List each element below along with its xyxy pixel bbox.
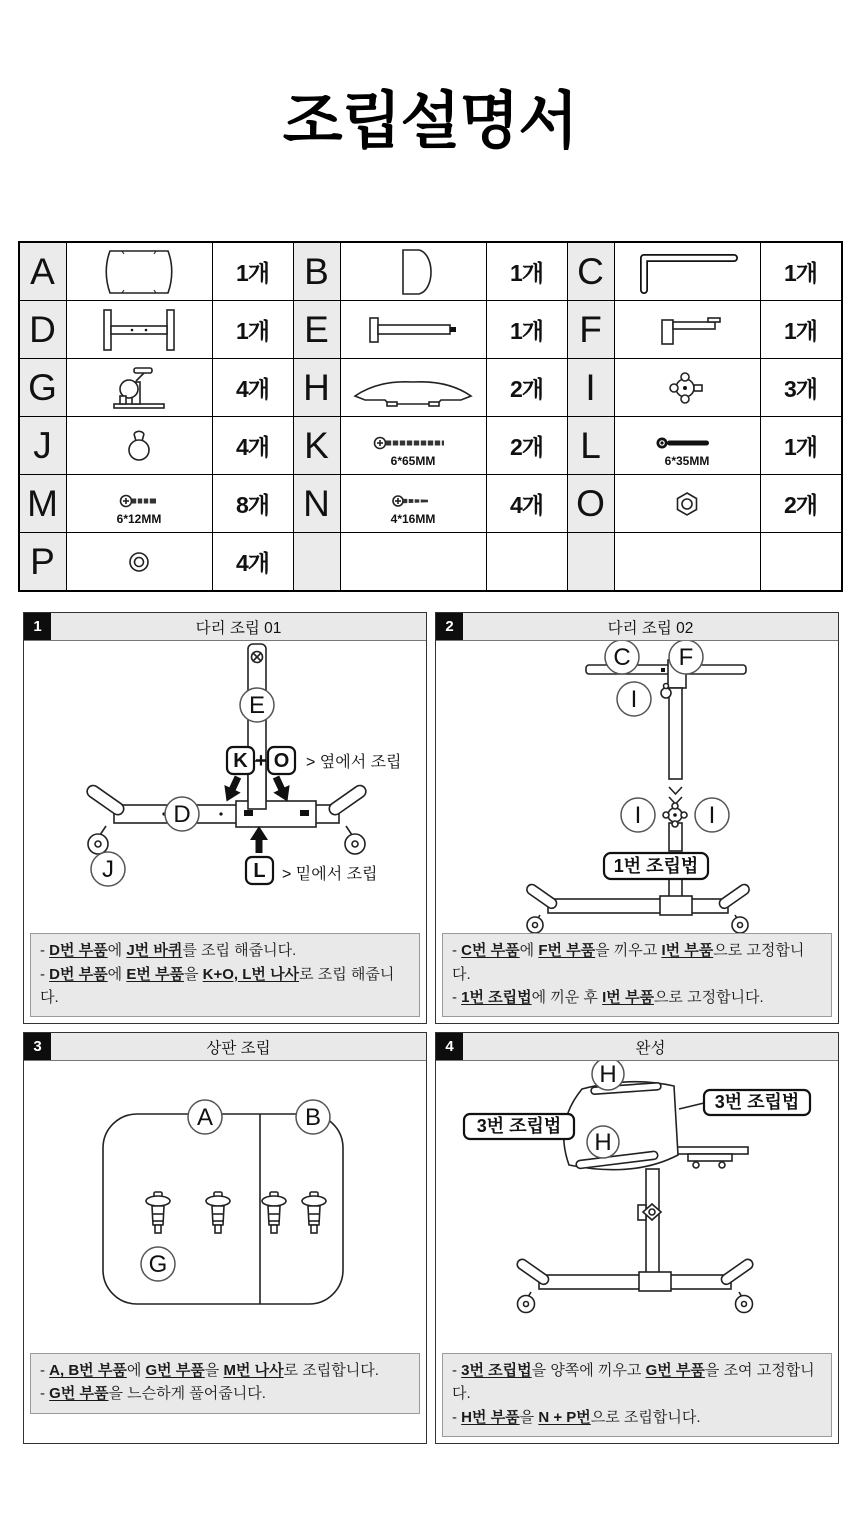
part-letter: H: [293, 359, 340, 417]
part-label-c: C: [613, 644, 631, 672]
section-header: [24, 1033, 426, 1061]
part-icon-cell: [340, 359, 486, 417]
part-label-l: L: [253, 860, 266, 883]
part-label-k: K: [233, 750, 248, 773]
nut-o-icon: [622, 478, 752, 530]
table-row: [19, 533, 842, 592]
note-line: - C번 부품에 F번 부품을 끼우고 I번 부품으로 고정합니다.: [452, 942, 805, 983]
part-letter: L: [567, 417, 614, 475]
part-icon-cell: [614, 359, 760, 417]
washer-p-icon: [74, 536, 204, 588]
section-notes: [30, 933, 420, 1017]
part-label-h-top: H: [599, 1061, 617, 1089]
part-label-f: F: [678, 644, 694, 672]
method-1-label: 1번 조립법: [613, 856, 699, 877]
part-qty: 2개: [486, 417, 567, 475]
part-letter: G: [19, 359, 67, 417]
parts-table: [18, 241, 843, 592]
bottom-assembly-note: > 밑에서 조립: [282, 866, 378, 884]
bracket-f-icon: [622, 304, 752, 356]
empty-cell: [486, 533, 567, 592]
part-label-e: E: [248, 692, 266, 720]
empty-letter-cell: [293, 533, 340, 592]
empty-letter-cell: [567, 533, 614, 592]
plus-sign: +: [255, 750, 267, 773]
part-letter: F: [567, 301, 614, 359]
part-qty: 4개: [212, 417, 293, 475]
clamp-g-icon: [74, 362, 204, 414]
section-diagram: [24, 1061, 426, 1353]
part-qty: 2개: [486, 359, 567, 417]
part-icon-cell: [66, 475, 212, 533]
note-line: - D번 부품에 E번 부품을 K+O, L번 나사로 조립 해줍니다.: [40, 965, 395, 1006]
section-title: 다리 조립 02: [463, 613, 838, 640]
part-icon-cell: [340, 242, 486, 301]
part-letter: I: [567, 359, 614, 417]
part-letter: C: [567, 242, 614, 301]
note-line: - D번 부품에 J번 바퀴를 조립 해줍니다.: [40, 942, 297, 960]
part-letter: E: [293, 301, 340, 359]
part-qty: 4개: [212, 533, 293, 592]
part-icon-cell: [614, 242, 760, 301]
tabletop-b-icon: [348, 246, 478, 298]
rod-e-icon: [348, 304, 478, 356]
part-letter: O: [567, 475, 614, 533]
part-icon-cell: [66, 359, 212, 417]
method-3-label-right: 3번 조립법: [714, 1092, 800, 1113]
section-diagram: [436, 1061, 838, 1353]
support-h-icon: [343, 362, 483, 414]
section-number: 4: [436, 1033, 463, 1060]
wing-knob-i-icon: [622, 362, 752, 414]
table-row: [19, 301, 842, 359]
section-title: 다리 조립 01: [51, 613, 426, 640]
base-frame-d-icon: [74, 304, 204, 356]
section-header: [436, 613, 838, 641]
part-label-d: D: [173, 801, 191, 829]
part-icon-cell: [66, 301, 212, 359]
note-line: - H번 부품을 N + P번으로 조립합니다.: [452, 1408, 701, 1426]
section-diagram: [24, 641, 426, 933]
part-qty: 1개: [760, 242, 842, 301]
section-header: [436, 1033, 838, 1061]
screw-size-label: 6*65MM: [390, 453, 436, 468]
page-title: 조립설명서: [282, 87, 578, 156]
section-header: [24, 613, 426, 641]
part-letter: K: [293, 417, 340, 475]
part-qty: 4개: [486, 475, 567, 533]
empty-cell: [340, 533, 486, 592]
caster-j-icon: [74, 420, 204, 472]
table-row: [19, 475, 842, 533]
section-number: 2: [436, 613, 463, 640]
part-label-i-right: I: [708, 802, 716, 830]
part-qty: 4개: [212, 359, 293, 417]
screw-size-label: 6*12MM: [116, 511, 162, 526]
part-qty: 3개: [760, 359, 842, 417]
part-letter: P: [19, 533, 67, 592]
leg-assembly-01-diagram: [24, 641, 426, 933]
part-label-h-bottom: H: [594, 1129, 612, 1157]
note-line: - 3번 조립법을 양쪽에 끼우고 G번 부품을 조여 고정합니다.: [452, 1362, 815, 1403]
section-title: 완성: [463, 1033, 838, 1060]
section-title: 상판 조립: [51, 1033, 426, 1060]
part-icon-cell: [614, 475, 760, 533]
part-letter: D: [19, 301, 67, 359]
part-qty: 1개: [760, 417, 842, 475]
part-icon-cell: [614, 301, 760, 359]
part-label-a: A: [196, 1104, 214, 1132]
part-letter: M: [19, 475, 67, 533]
part-icon-cell: [340, 301, 486, 359]
leg-assembly-02-diagram: [436, 641, 838, 933]
part-label-b: B: [304, 1104, 322, 1132]
section-leg-assembly-01: [23, 612, 427, 1024]
part-letter: A: [19, 242, 67, 301]
section-number: 1: [24, 613, 51, 640]
part-qty: 1개: [486, 242, 567, 301]
part-qty: 8개: [212, 475, 293, 533]
part-icon-cell: [340, 417, 486, 475]
empty-cell: [760, 533, 842, 592]
part-label-i-left: I: [634, 802, 642, 830]
screw-size-label: 4*16MM: [390, 511, 436, 526]
part-qty: 1개: [212, 301, 293, 359]
part-icon-cell: [340, 475, 486, 533]
side-assembly-note: > 옆에서 조립: [306, 754, 402, 772]
screw-size-label: 6*35MM: [664, 453, 710, 468]
top-plate-diagram: [24, 1061, 426, 1353]
part-letter: B: [293, 242, 340, 301]
section-notes: [30, 1353, 420, 1414]
part-icon-cell: [66, 242, 212, 301]
part-qty: 1개: [760, 301, 842, 359]
section-leg-assembly-02: [435, 612, 839, 1024]
part-label-j: J: [102, 856, 114, 884]
part-label-g: G: [148, 1251, 168, 1279]
completed-desk-diagram: [436, 1061, 838, 1353]
note-line: - 1번 조립법에 끼운 후 I번 부품으로 고정합니다.: [452, 988, 764, 1006]
table-row: [19, 359, 842, 417]
part-icon-cell: [66, 417, 212, 475]
section-diagram: [436, 641, 838, 933]
section-notes: [442, 1353, 832, 1437]
part-letter: N: [293, 475, 340, 533]
part-letter: J: [19, 417, 67, 475]
l-frame-c-icon: [622, 246, 752, 298]
note-line: - G번 부품을 느슨하게 풀어줍니다.: [40, 1385, 266, 1403]
table-row: [19, 417, 842, 475]
note-line: - A, B번 부품에 G번 부품을 M번 나사로 조립합니다.: [40, 1362, 379, 1380]
part-qty: 2개: [760, 475, 842, 533]
part-qty: 1개: [212, 242, 293, 301]
part-label-i-top: I: [630, 686, 638, 714]
method-3-label-left: 3번 조립법: [476, 1116, 562, 1137]
tabletop-a-icon: [74, 246, 204, 298]
section-completion: [435, 1032, 839, 1444]
section-notes: [442, 933, 832, 1017]
empty-cell: [614, 533, 760, 592]
section-number: 3: [24, 1033, 51, 1060]
part-qty: 1개: [486, 301, 567, 359]
part-icon-cell: [66, 533, 212, 592]
table-row: [19, 242, 842, 301]
part-label-o: O: [273, 750, 290, 773]
section-top-plate-assembly: [23, 1032, 427, 1444]
part-icon-cell: [614, 417, 760, 475]
instruction-sections: [23, 612, 837, 1444]
